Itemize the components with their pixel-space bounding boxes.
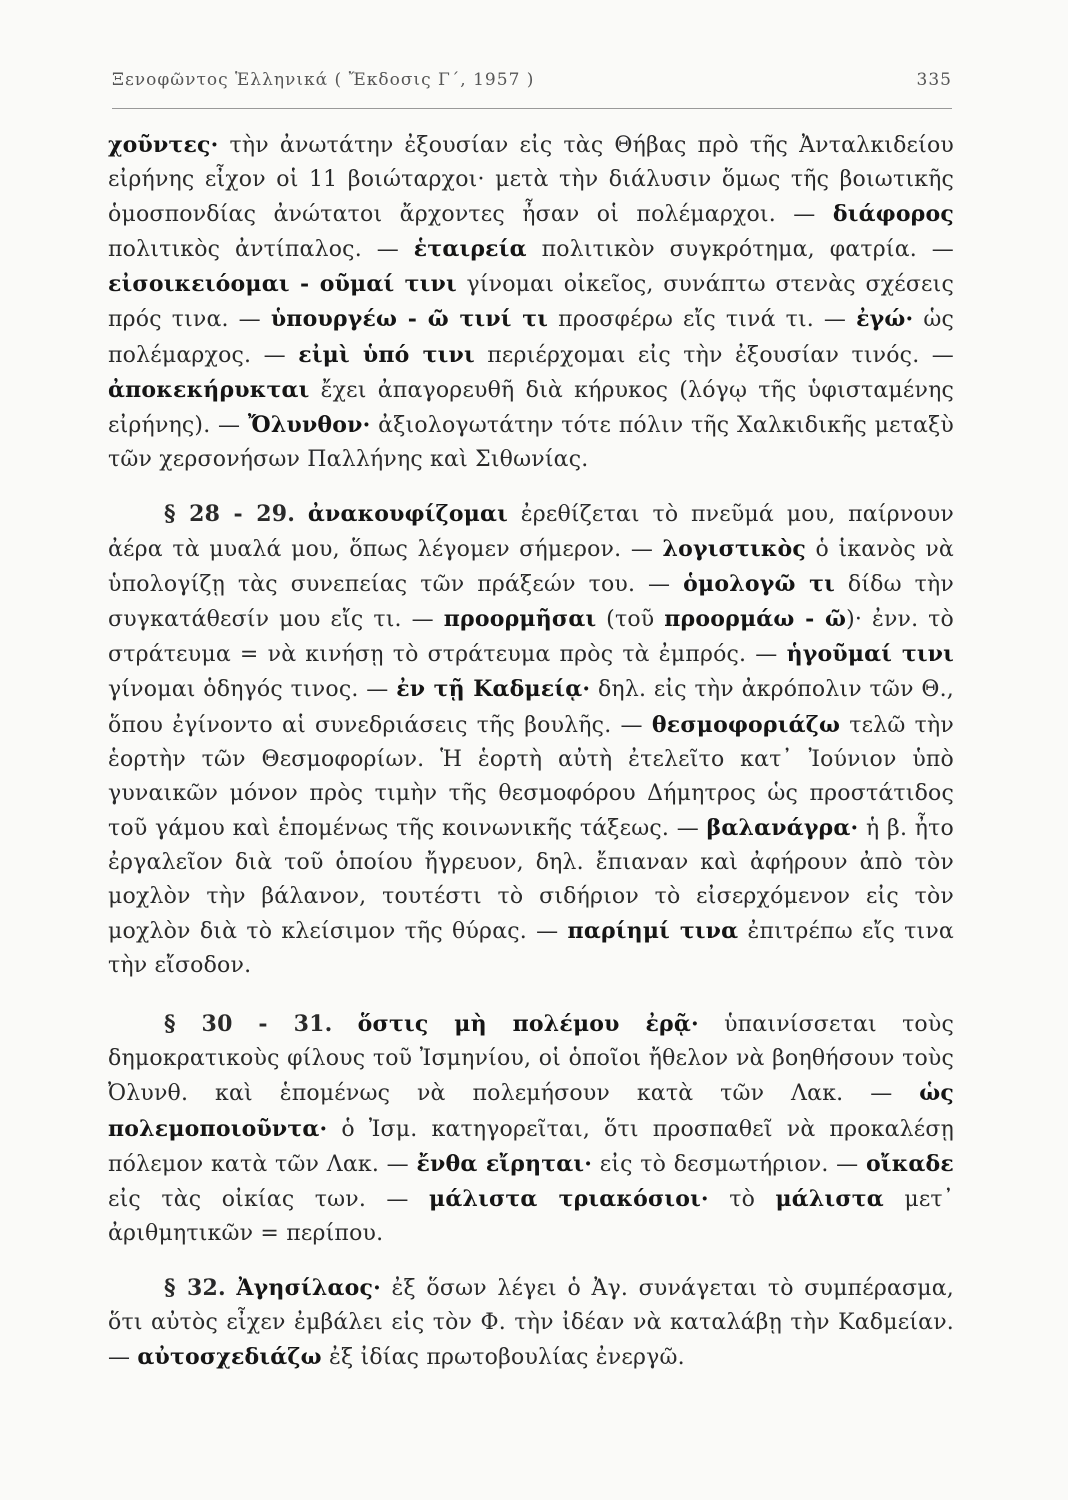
- lemma: ἑταιρεία: [413, 236, 527, 263]
- gloss: )· ἐνν. τὸ στράτευμα = νὰ κινήσῃ τὸ στράτευμα πρὸς τὰ ἐμπρός. —: [108, 607, 954, 668]
- lemma: ὅστις μὴ πολέμου ἐρᾷ·: [357, 1011, 699, 1038]
- lemma: ἐν τῇ Καδμείᾳ·: [396, 676, 591, 703]
- section-number: § 32.: [164, 1274, 226, 1301]
- gloss: ἀξιολογωτάτην τότε πόλιν τῆς Χαλκιδικῆς μεταξὺ τῶν χερσονήσων Παλλήνης καὶ Σιθωνίας.: [108, 412, 954, 472]
- lemma: ὁμολογῶ τι: [683, 571, 836, 598]
- gloss: (τοῦ: [596, 607, 665, 633]
- gloss: ἔχει ἀπαγορευθῆ διὰ κήρυκος (λόγῳ τῆς ὑφισταμένης εἰρήνης). —: [108, 377, 954, 438]
- gloss: προσφέρω εἴς τινά τι. —: [548, 307, 857, 333]
- lemma: ἀνακουφίζομαι: [307, 500, 508, 527]
- gloss: τὴν ἀνωτάτην ἐξουσίαν εἰς τὰς Θήβας πρὸ τῆς Ἀνταλκιδείου εἰρήνης εἶχον οἱ 11 βοιώταρχοι· μετὰ τὴν διάλυσιν ὅμως τῆς βοιωτικῆς ὁμοσπονδίας ἀνώτατοι ἄρχοντες ἦσαν οἱ πολέμαρχοι. —: [108, 133, 954, 228]
- lemma: διάφορος: [832, 201, 954, 228]
- gloss: ἐξ ὅσων λέγει ὁ Ἀγ. συνάγεται τὸ συμπέρασμα, ὅτι αὐτὸς εἶχεν ἐμβάλει εἰς τὸν Φ. τὴν ἰδέαν νὰ καταλάβῃ τὴν Καδμείαν. —: [108, 1275, 954, 1371]
- lemma: ἡγοῦμαί τινι: [786, 641, 954, 668]
- gloss: τελῶ τὴν ἑορτὴν τῶν Θεσμοφορίων. Ἡ ἑορτὴ αὐτὴ ἐτελεῖτο κατ᾽ Ἰούνιον ὑπὸ γυναικῶν μόνον πρὸς τιμὴν τῆς θεσμοφόρου Δήμητρος ὡς προστάτιδος τοῦ γάμου καὶ ἑπομένως τῆς κοινωνικῆς τάξεως. —: [108, 712, 955, 841]
- gloss: γίνομαι οἰκεῖος, συνάπτω στενὰς σχέσεις πρός τινα. —: [108, 272, 954, 333]
- lemma: Ἀγησίλαος·: [236, 1274, 381, 1301]
- gloss: περιέρχομαι εἰς τὴν ἐξουσίαν τινός. —: [474, 342, 954, 368]
- lemma: αὐτοσχεδιάζω: [137, 1344, 322, 1371]
- gloss: ὁ Ἰσμ. κατηγορεῖται, ὅτι προσπαθεῖ νὰ προκαλέσῃ πόλεμον κατὰ τῶν Λακ. —: [108, 1116, 954, 1177]
- header-rule: [112, 108, 952, 109]
- lemma: βαλανάγρα·: [706, 814, 859, 841]
- lemma: παρίημί τινα: [567, 918, 739, 945]
- gloss: ἡ β. ἦτο ἐργαλεῖον διὰ τοῦ ὁποίου ἤγρευον, δηλ. ἔπιαναν καὶ ἀφήρουν ἀπὸ τὸν μοχλὸν τὴν βάλανον, τουτέστι τὸ σιδήριον τὸ εἰσερχόμενον εἰς τὸν μοχλὸν διὰ τὸ κλείσιμον τῆς θύρας. —: [108, 815, 954, 945]
- lemma: εἰμὶ ὑπό τινι: [298, 341, 475, 368]
- section-28-29: [108, 497, 954, 983]
- page-number: 335: [916, 70, 952, 90]
- lemma: ἐγώ·: [856, 306, 914, 333]
- section-32: [108, 1271, 954, 1375]
- lemma: ἀποκεκήρυκται: [108, 376, 310, 403]
- gloss: εἰς τὸ δεσμωτήριον. —: [592, 1151, 867, 1177]
- lemma: λογιστικὸς: [662, 536, 807, 563]
- header-title: Ξενοφῶντος Ἑλληνικά ( Ἔκδοσις Γ΄, 1957 ): [112, 70, 535, 90]
- section-number: § 28 - 29.: [164, 500, 296, 527]
- lemma: προορμῆσαι: [443, 606, 597, 633]
- gloss: ἐπιτρέπω εἴς τινα τὴν εἴσοδον.: [108, 919, 954, 979]
- section-number: § 30 - 31.: [164, 1011, 333, 1038]
- lemma: μάλιστα: [775, 1185, 884, 1212]
- paragraph-1: [108, 128, 954, 477]
- gloss: δηλ. εἰς τὴν ἀκρόπολιν τῶν Θ., ὅπου ἐγίνοντο αἱ συνεδριάσεις τῆς βουλῆς. —: [108, 677, 954, 738]
- gloss: πολιτικὸν συγκρότημα, φατρία. —: [526, 237, 954, 263]
- gloss: ἐρεθίζεται τὸ πνεῦμά μου, παίρνουν ἀέρα τὰ μυαλά μου, ὅπως λέγομεν σήμερον. —: [108, 501, 954, 563]
- commentary-text: [108, 128, 954, 1375]
- running-header: [112, 70, 952, 90]
- lemma: εἰσοικειόομαι - οῦμαί τινι: [108, 271, 457, 298]
- lemma: ὡς πολεμοποιοῦντα·: [108, 1080, 954, 1142]
- lemma: οἴκαδε: [866, 1150, 955, 1177]
- lemma: ἔνθα εἴρηται·: [416, 1150, 593, 1177]
- lemma: Ὄλυνθον·: [247, 411, 371, 438]
- gloss: πολιτικὸς ἀντίπαλος. —: [108, 237, 414, 263]
- lemma: ὑπουργέω - ῶ τινί τι: [270, 306, 549, 333]
- section-30-31: [108, 1007, 954, 1251]
- gloss: γίνομαι ὁδηγός τινος. —: [108, 677, 397, 703]
- gloss: ὑπαινίσσεται τοὺς δημοκρατικοὺς φίλους τοῦ Ἰσμηνίου, οἱ ὁποῖοι ἤθελον νὰ βοηθήσουν τοὺς Ὀλυνθ. καὶ ἑπομένως νὰ πολεμήσουν κατὰ τῶν Λακ. —: [108, 1012, 954, 1107]
- gloss: ἐξ ἰδίας πρωτοβουλίας ἐνεργῶ.: [321, 1345, 685, 1371]
- gloss: ὁ ἱκανὸς νὰ ὑπολογίζῃ τὰς συνεπείας τῶν πράξεών του. —: [108, 537, 954, 598]
- gloss: τὸ: [708, 1186, 776, 1212]
- lemma: μάλιστα τριακόσιοι·: [429, 1185, 709, 1212]
- lemma: θεσμοφοριάζω: [651, 711, 841, 738]
- gloss: εἰς τὰς οἰκίας των. —: [108, 1186, 430, 1212]
- lemma: χοῦντες·: [108, 132, 219, 158]
- gloss: δίδω τὴν συγκατάθεσίν μου εἴς τι. —: [108, 572, 954, 633]
- lemma: προορμάω - ῶ: [664, 606, 847, 633]
- gloss: ὡς πολέμαρχος. —: [108, 307, 954, 368]
- gloss: μετ᾽ ἀριθμητικῶν = περίπου.: [108, 1186, 954, 1246]
